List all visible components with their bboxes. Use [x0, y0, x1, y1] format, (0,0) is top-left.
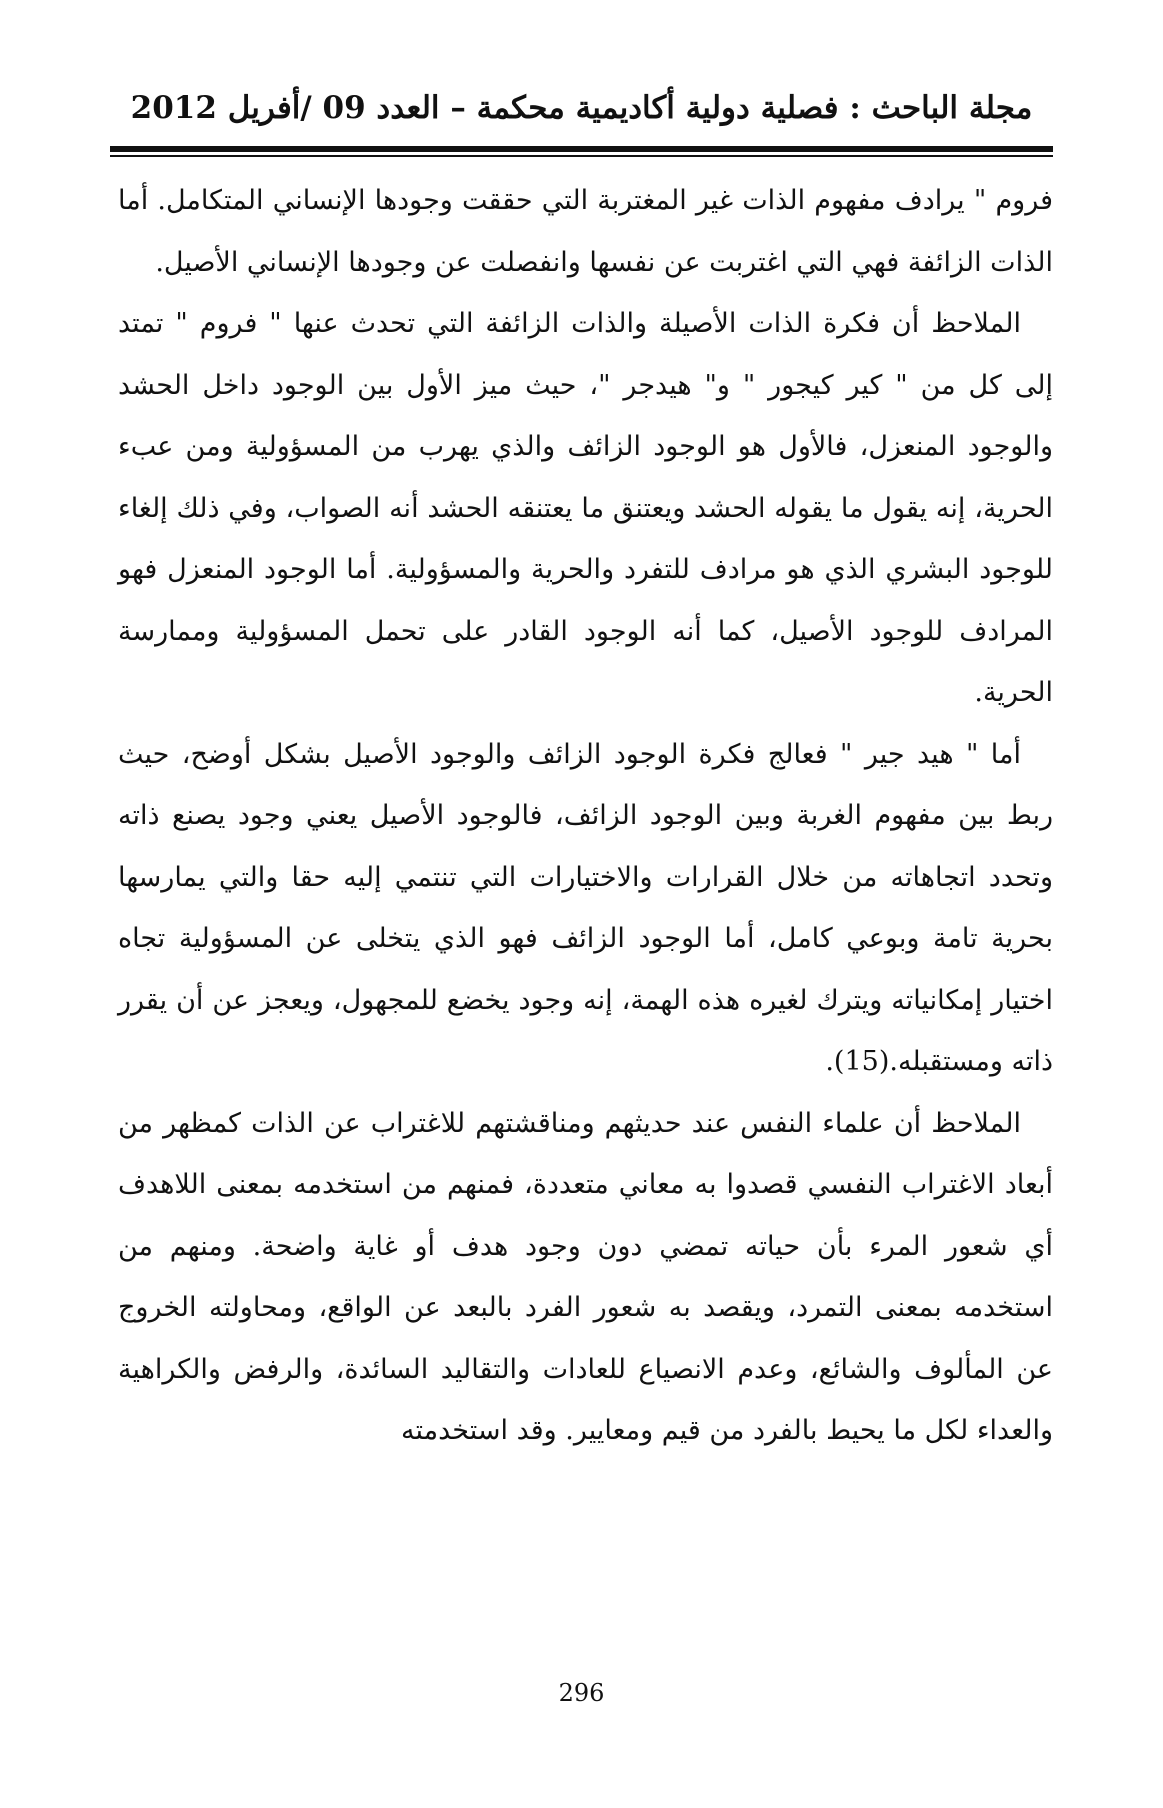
journal-header: مجلة الباحث : فصلية دولية أكاديمية محكمة – العدد 09 /أفريل 2012	[130, 90, 1033, 126]
paragraph-4: الملاحظ أن علماء النفس عند حديثهم ومناقشتهم للاغتراب عن الذات كمظهر من أبعاد الاغتراب النفسي قصدوا به معاني متعددة، فمنهم من استخدمه بمعنى اللاهدف أي شعور المرء بأن حياته تمضي دون وجود هدف أو غاية واضحة. ومنهم من استخدمه بمعنى التمرد، ويقصد به شعور الفرد بالبعد عن الواقع، ومحاولته الخروج عن المألوف والشائع، وعدم الانصياع للعادات والتقاليد السائدة، والرفض والكراهية والعداء لكل ما يحيط بالفرد من قيم ومعايير. وقد استخدمته	[118, 1107, 1053, 1446]
paragraph-1: فروم " يرادف مفهوم الذات غير المغتربة التي حققت وجودها الإنساني المتكامل. أما الذات الزائفة فهي التي اغتربت عن نفسها وانفصلت عن وجودها الإنساني الأصيل.	[118, 185, 1053, 278]
header-rule-thin	[110, 155, 1053, 157]
article-body	[118, 170, 1053, 1462]
header-rule-thick	[110, 146, 1053, 152]
paragraph-2: الملاحظ أن فكرة الذات الأصيلة والذات الزائفة التي تحدث عنها " فروم " تمتد إلى كل من " كير كيجور " و" هيدجر "، حيث ميز الأول بين الوجود داخل الحشد والوجود المنعزل، فالأول هو الوجود الزائف والذي يهرب من المسؤولية ومن عبء الحرية، إنه يقول ما يقوله الحشد ويعتنق ما يعتنقه الحشد أنه الصواب، وفي ذلك إلغاء للوجود البشري الذي هو مرادف للتفرد والحرية والمسؤولية. أما الوجود المنعزل فهو المرادف للوجود الأصيل، كما أنه الوجود القادر على تحمل المسؤولية وممارسة الحرية.	[118, 308, 1053, 708]
paragraph-3: أما " هيد جير " فعالج فكرة الوجود الزائف والوجود الأصيل بشكل أوضح، حيث ربط بين مفهوم الغربة وبين الوجود الزائف، فالوجود الأصيل يعني وجود يصنع ذاته وتحدد اتجاهاته من خلال القرارات والاختيارات التي تنتمي إليه حقا والتي يمارسها بحرية تامة وبوعي كامل، أما الوجود الزائف فهو الذي يتخلى عن المسؤولية تجاه اختيار إمكانياته ويترك لغيره هذه الهمة، إنه وجود يخضع للمجهول، ويعجز عن أن يقرر ذاته ومستقبله.(15).	[118, 738, 1053, 1077]
page-number: 296	[558, 1679, 605, 1707]
